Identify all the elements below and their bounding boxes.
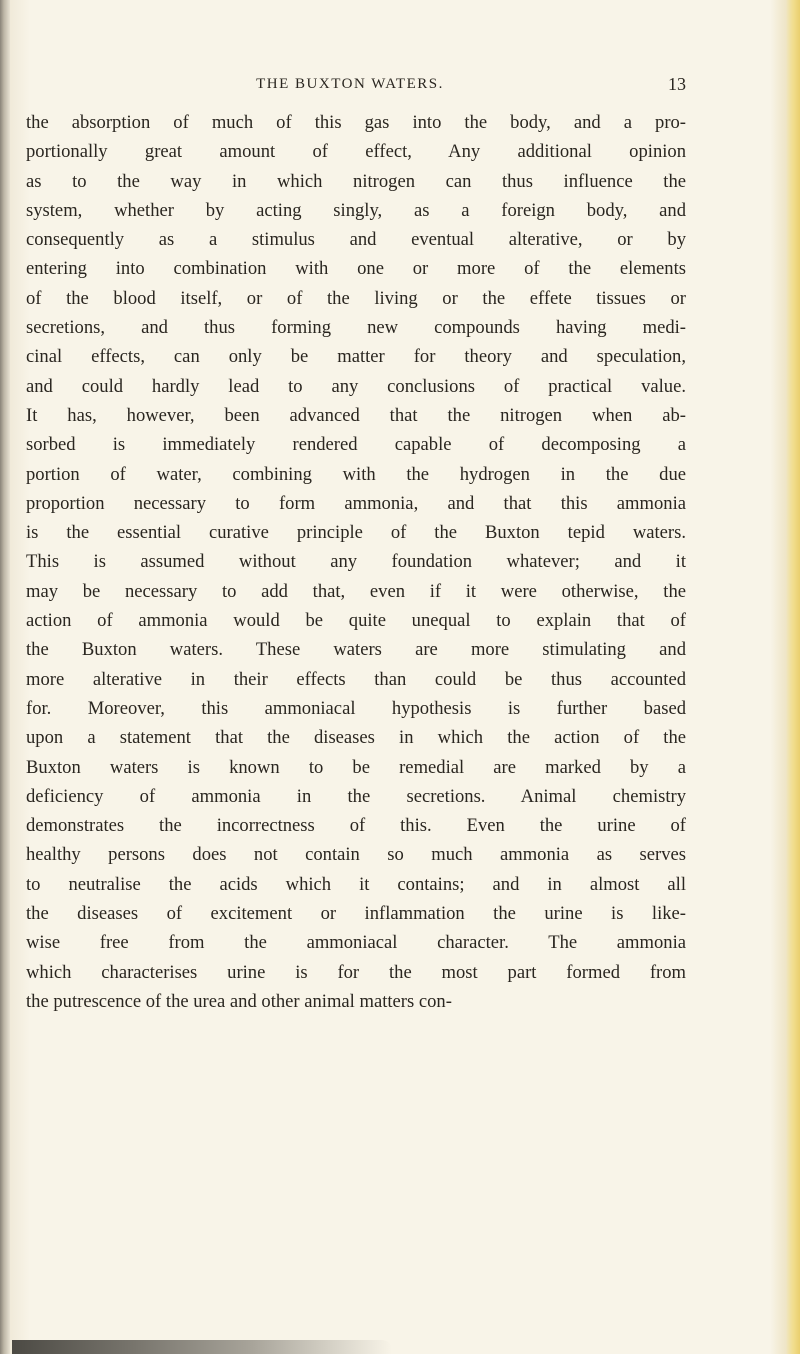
page-number: 13 [668,74,686,94]
text-line: the diseases of excitement or inflammation the urine is like- [26,903,686,925]
text-line: portion of water, combining with the hydrogen in the due [26,463,686,485]
text-line: upon a statement that the diseases in which the action of the [26,727,686,749]
text-line: more alterative in their effects than could be thus accounted [26,668,686,690]
text-line: demonstrates the incorrectness of this. Even the urine of [26,815,686,837]
running-head: THE BUXTON WATERS. [256,76,444,92]
text-line: consequently as a stimulus and eventual alterative, or by [26,229,686,251]
text-line: portionally great amount of effect, Any additional opinion [26,141,686,163]
text-line: is the essential curative principle of the Buxton tepid waters. [26,522,686,544]
text-line: the Buxton waters. These waters are more stimulating and [26,639,686,661]
text-line: and could hardly lead to any conclusions of practical value. [26,375,686,397]
body-text [26,108,686,1016]
text-line: wise free from the ammoniacal character. The ammonia [26,932,686,954]
text-line: to neutralise the acids which it contains; and in almost all [26,873,686,895]
text-line: Buxton waters is known to be remedial are marked by a [26,756,686,778]
page-header [30,74,686,104]
text-line: the putrescence of the urea and other animal matters con- [26,990,452,1012]
text-line: of the blood itself, or of the living or the effete tissues or [26,287,686,309]
text-line: may be necessary to add that, even if it were otherwise, the [26,580,686,602]
text-line: secretions, and thus forming new compounds having medi- [26,317,686,339]
text-line: action of ammonia would be quite unequal to explain that of [26,610,686,632]
text-line: proportion necessary to form ammonia, and that this ammonia [26,492,686,514]
text-line: as to the way in which nitrogen can thus influence the [26,170,686,192]
text-line: entering into combination with one or more of the elements [26,258,686,280]
text-line: for. Moreover, this ammoniacal hypothesis is further based [26,697,686,719]
scan-shadow [12,1340,392,1354]
text-line: system, whether by acting singly, as a foreign body, and [26,199,686,221]
text-line: healthy persons does not contain so much ammonia as serves [26,844,686,866]
text-line: which characterises urine is for the most part formed from [26,961,686,983]
page-outer-edge [786,0,800,1354]
text-line: deficiency of ammonia in the secretions. Animal chemistry [26,785,686,807]
text-line: cinal effects, can only be matter for theory and speculation, [26,346,686,368]
page-binding-edge [0,0,10,1354]
text-line: the absorption of much of this gas into the body, and a pro- [26,112,686,133]
text-line: This is assumed without any foundation whatever; and it [26,551,686,573]
text-line: It has, however, been advanced that the nitrogen when ab- [26,404,686,426]
text-line: sorbed is immediately rendered capable of decomposing a [26,434,686,456]
